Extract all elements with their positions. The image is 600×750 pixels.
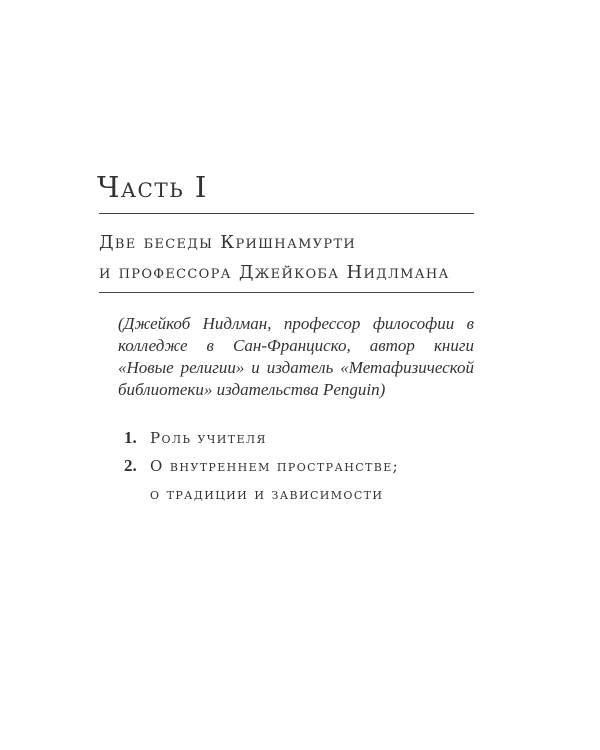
list-item [124, 424, 399, 452]
contents-list [124, 424, 399, 508]
item-title [150, 452, 399, 508]
author-note: (Джейкоб Нидлман, профессор философии в колледже в Сан-Франциско, автор книги «Новые религии» и издатель «Метафизической библиотеки» издательства Penguin) [118, 314, 474, 399]
item-number: 2. [124, 456, 137, 475]
subtitle-line: и профессора Джейкоба Нидлмана [99, 262, 450, 283]
subtitle-line: Две беседы Кришнамурти [99, 232, 357, 253]
bottom-divider [99, 292, 474, 293]
top-divider [99, 213, 474, 214]
item-title-line: О внутреннем пространстве; [150, 457, 400, 475]
item-number: 1. [124, 428, 137, 447]
list-item [124, 452, 399, 508]
item-title-line: о традиции и зависимости [150, 485, 384, 503]
part-subtitle [99, 228, 479, 288]
item-title: Роль учителя [150, 429, 267, 447]
part-title: Часть I [97, 170, 208, 204]
